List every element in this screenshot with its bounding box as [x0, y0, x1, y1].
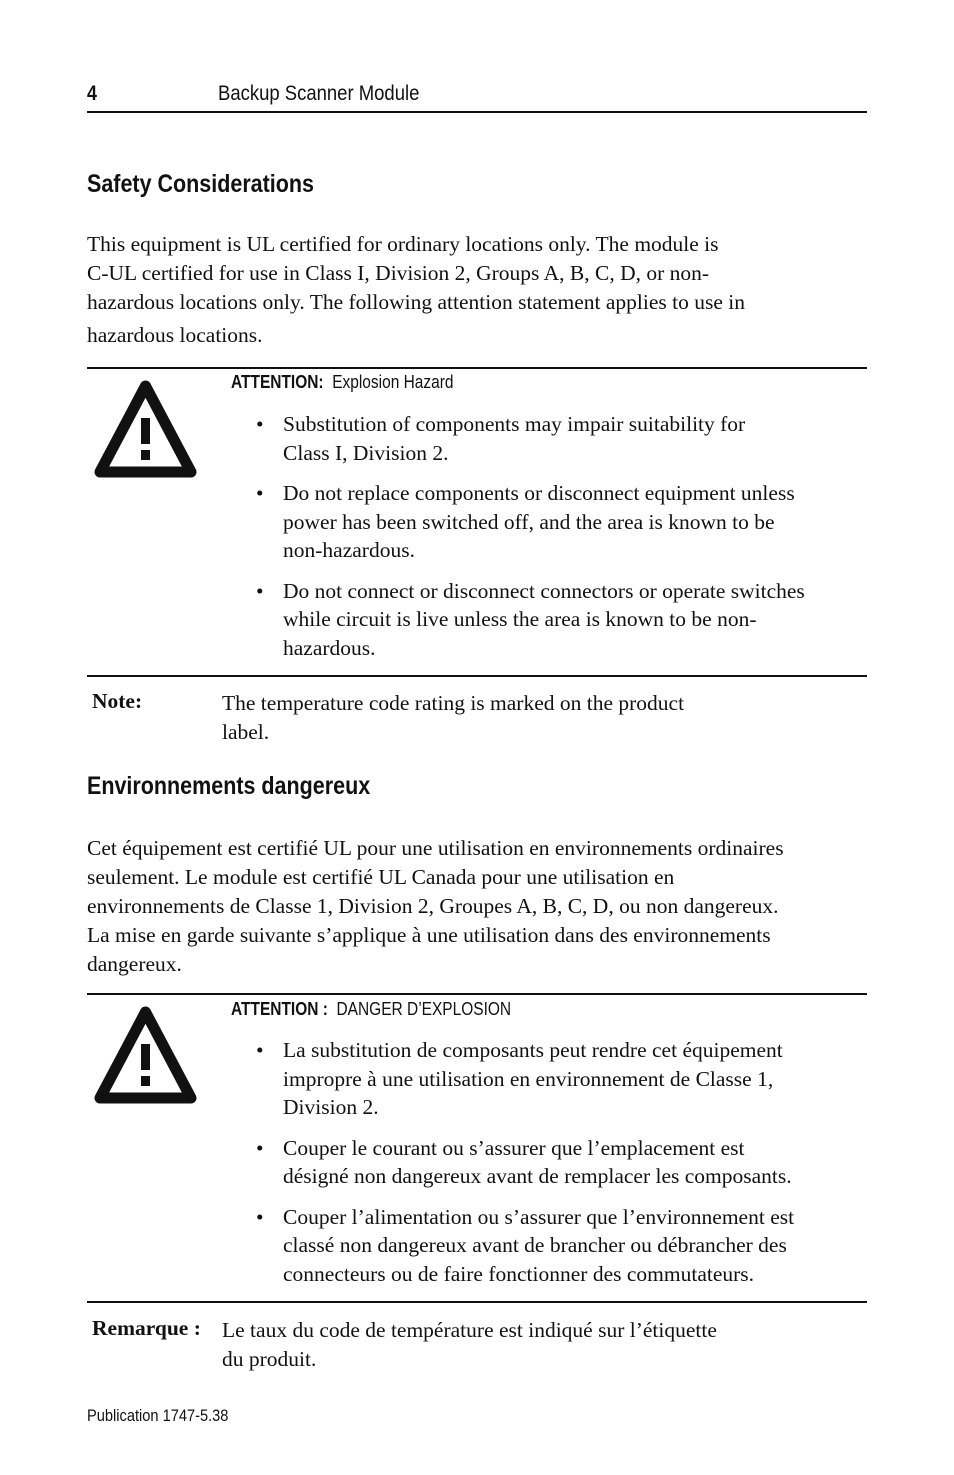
intro-line: environnements de Classe 1, Division 2, Groupes A, B, C, D, ou non dangereux. — [87, 894, 779, 918]
intro-paragraph-fr — [87, 834, 784, 979]
note-label: Note: — [92, 689, 143, 713]
list-item: • Couper l’alimentation ou s’assurer que l’environnement est classé non dangereux avant de brancher ou débrancher des connecteurs ou de faire fonctionner des commutateurs. — [256, 1204, 795, 1286]
intro-line: This equipment is UL certified for ordinary locations only. The module is — [87, 232, 719, 256]
list-item: • La substitution de composants peut rendre cet équipement impropre à une utilisation en environnement de Classe 1, Division 2. — [256, 1038, 783, 1119]
section-heading-safety: Safety Considerations — [87, 170, 314, 198]
attention-bottom-rule — [87, 675, 867, 677]
running-header-title: Backup Scanner Module — [218, 82, 420, 105]
intro-line: seulement. Le module est certifié UL Canada pour une utilisation en — [87, 865, 675, 889]
header-rule — [87, 111, 867, 113]
intro-line: hazardous locations only. The following attention statement applies to use in — [87, 290, 745, 314]
attention-line-en — [231, 372, 454, 393]
intro-line: dangereux. — [87, 952, 182, 976]
warning-triangle-icon — [94, 1006, 197, 1115]
warning-triangle-icon — [94, 380, 197, 489]
list-item: • Substitution of components may impair suitability for Class I, Division 2. — [256, 412, 746, 465]
note-label: Remarque : — [92, 1316, 201, 1340]
attention-bottom-rule — [87, 1301, 867, 1303]
intro-line: Cet équipement est certifié UL pour une utilisation en environnements ordinaires — [87, 836, 784, 860]
intro-line: La mise en garde suivante s’applique à une utilisation dans des environnements — [87, 923, 771, 947]
attention-bullets-fr — [256, 1036, 794, 1300]
attention-title: DANGER D’EXPLOSION — [336, 999, 512, 1019]
note-text: The temperature code rating is marked on the product label. — [222, 691, 685, 744]
attention-top-rule — [87, 367, 867, 369]
list-item: • Do not replace components or disconnect equipment unless power has been switched off, and the area is known to be non-hazardous. — [256, 481, 795, 562]
attention-top-rule — [87, 993, 867, 995]
intro-paragraph-en — [87, 230, 745, 350]
attention-title: Explosion Hazard — [332, 372, 454, 392]
page-number: 4 — [87, 82, 97, 105]
attention-label: ATTENTION: — [231, 372, 324, 392]
intro-line: hazardous locations. — [87, 323, 263, 347]
intro-line: C-UL certified for use in Class I, Division 2, Groups A, B, C, D, or non- — [87, 261, 710, 285]
publication-footer: Publication 1747-5.38 — [87, 1406, 229, 1425]
list-item: • Couper le courant ou s’assurer que l’emplacement est désigné non dangereux avant de remplacer les composants. — [256, 1135, 792, 1188]
note-text: Le taux du code de température est indiqué sur l’étiquette du produit. — [222, 1318, 717, 1371]
attention-line-fr — [231, 999, 511, 1020]
attention-bullets-en — [256, 410, 805, 674]
attention-label: ATTENTION : — [231, 999, 328, 1019]
list-item: • Do not connect or disconnect connectors or operate switches while circuit is live unless the area is known to be non- hazardous. — [256, 578, 805, 660]
section-heading-environnements: Environnements dangereux — [87, 772, 371, 800]
